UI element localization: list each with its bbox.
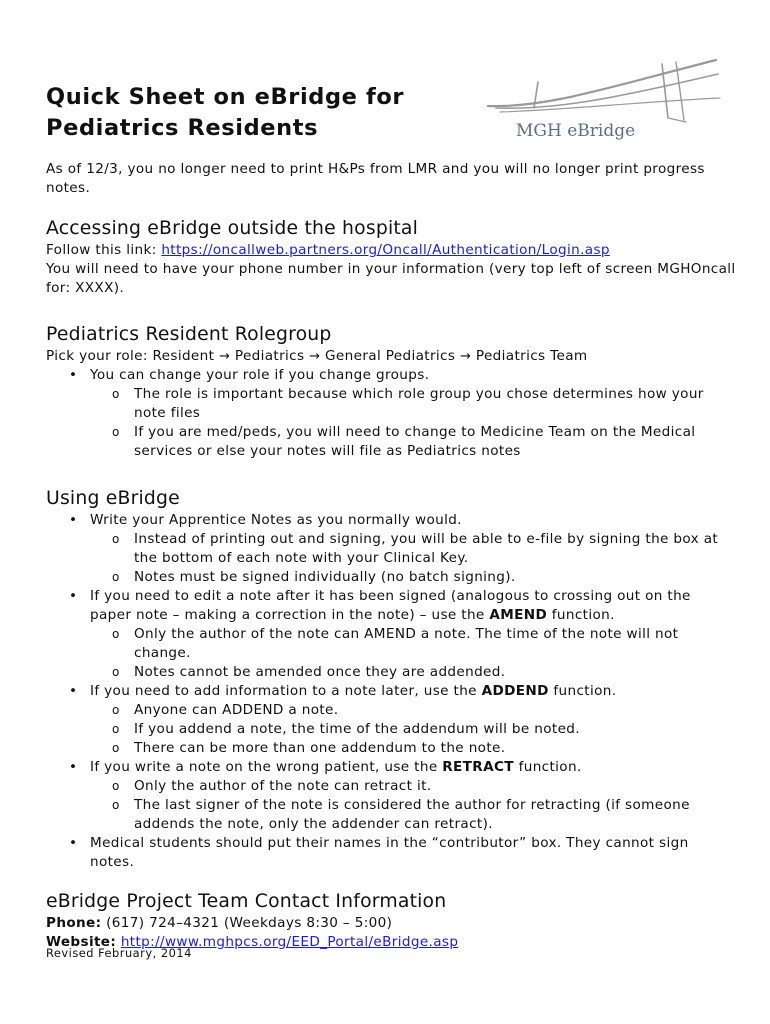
sub-text: Only the author of the note can AMEND a note. The time of the note will not change. (134, 626, 679, 661)
sub-text: Notes cannot be amended once they are addended. (134, 664, 506, 680)
amend-pre: If you need to edit a note after it has been signed (analogous to crossing out on the paper note – making a correction in the note) – use the (90, 588, 691, 623)
sub-bullet-icon: o (112, 798, 120, 812)
sub-text: Anyone can ADDEND a note. (134, 702, 339, 718)
using-bullet-list (46, 511, 736, 872)
sub-text: Only the author of the note can retract it. (134, 778, 432, 794)
sub-bullet-icon: o (112, 741, 120, 755)
section-using-ebridge (46, 487, 736, 872)
bullet-icon: • (69, 588, 78, 604)
retract-post: function. (513, 759, 582, 775)
bullet-icon: • (69, 512, 78, 528)
bullet-icon: • (69, 683, 78, 699)
addend-bullet-text (90, 683, 616, 699)
role-sub-text: If you are med/peds, you will need to change to Medicine Team on the Medical services or else your notes will file as Pediatrics notes (134, 424, 696, 459)
logo-text: MGH eBridge (516, 121, 636, 141)
follow-prefix: Follow this link: (46, 242, 162, 258)
sub-bullet-icon: o (112, 722, 120, 736)
role-bullet-text: You can change your role if you change groups. (90, 367, 430, 383)
section-accessing (46, 217, 736, 298)
role-sub-list (90, 385, 736, 461)
role-step-3: General Pediatrics (325, 348, 456, 364)
sub-text: The last signer of the note is considered the author for retracting (if someone addends the note, only the addender can retract). (134, 797, 690, 832)
arrow-right-icon: → (459, 349, 472, 364)
follow-link-line (46, 241, 736, 260)
list-item (46, 834, 736, 872)
sub-text: If you addend a note, the time of the addendum will be noted. (134, 721, 580, 737)
title-line-2: Pediatrics Residents (46, 115, 319, 141)
retract-bullet-text (90, 759, 582, 775)
sub-bullet-icon: o (112, 627, 120, 641)
using-sub-list (90, 530, 736, 587)
oncall-login-link[interactable]: https://oncallweb.partners.org/Oncall/Authentication/Login.asp (161, 242, 610, 258)
heading-rolegroup: Pediatrics Resident Rolegroup (46, 324, 332, 345)
heading-using: Using eBridge (46, 488, 180, 509)
section-rolegroup (46, 323, 736, 461)
addend-pre: If you need to add information to a note later, use the (90, 683, 482, 699)
mgh-ebridge-logo (486, 58, 722, 148)
sub-bullet-icon: o (112, 665, 120, 679)
page-title (46, 82, 404, 144)
list-item (46, 511, 736, 587)
arrow-right-icon: → (309, 349, 321, 364)
addend-sub-list (90, 701, 736, 758)
list-item (90, 720, 736, 739)
retract-pre: If you write a note on the wrong patient, use the (90, 759, 443, 775)
bullet-icon: • (69, 367, 78, 383)
retract-keyword: RETRACT (442, 759, 514, 775)
sub-bullet-icon: o (112, 425, 120, 439)
phone-value: (617) 724–4321 (Weekdays 8:30 – 5:00) (101, 915, 393, 931)
arrow-right-icon: → (218, 349, 231, 364)
list-item (90, 568, 736, 587)
list-item (90, 739, 736, 758)
role-sub-text: The role is important because which role group you chose determines how your note files (134, 386, 704, 421)
document-body (46, 160, 736, 952)
sub-bullet-icon: o (112, 779, 120, 793)
sub-text: Instead of printing out and signing, you will be able to e-file by signing the box at the bottom of each note with your Clinical Key. (134, 531, 719, 566)
list-item (46, 682, 736, 758)
amend-sub-list (90, 625, 736, 682)
intro-paragraph: As of 12/3, you no longer need to print H&Ps from LMR and you will no longer print progress notes. (46, 161, 705, 196)
website-label: Website: (46, 934, 117, 950)
list-item (46, 366, 736, 461)
list-item (90, 663, 736, 682)
amend-bullet-text (90, 588, 691, 623)
heading-contact: eBridge Project Team Contact Information (46, 891, 447, 912)
role-step-2: Pediatrics (234, 348, 305, 364)
list-item (90, 423, 736, 461)
heading-accessing: Accessing eBridge outside the hospital (46, 218, 419, 239)
amend-keyword: AMEND (489, 607, 548, 623)
list-item (90, 777, 736, 796)
students-bullet-text: Medical students should put their names in the “contributor” box. They cannot sign notes. (90, 835, 689, 870)
sub-bullet-icon: o (112, 570, 120, 584)
title-line-1: Quick Sheet on eBridge for (46, 84, 405, 110)
sub-text: There can be more than one addendum to the note. (134, 740, 506, 756)
role-step-1: Resident (152, 348, 215, 364)
addend-keyword: ADDEND (481, 683, 549, 699)
amend-post: function. (547, 607, 615, 623)
using-bullet-text: Write your Apprentice Notes as you normally would. (90, 512, 462, 528)
sub-bullet-icon: o (112, 532, 120, 546)
revised-date: Revised February, 2014 (46, 946, 192, 960)
bullet-icon: • (69, 835, 78, 851)
role-bullet-list (46, 366, 736, 461)
role-step-4: Pediatrics Team (475, 348, 588, 364)
addend-post: function. (548, 683, 617, 699)
list-item (90, 625, 736, 663)
section-contact (46, 890, 736, 952)
ebridge-portal-link[interactable]: http://www.mghpcs.org/EED_Portal/eBridge.asp (120, 934, 459, 950)
sub-bullet-icon: o (112, 703, 120, 717)
sub-text: Notes must be signed individually (no batch signing). (134, 569, 516, 585)
list-item (90, 701, 736, 720)
list-item (46, 758, 736, 834)
bullet-icon: • (69, 759, 78, 775)
sub-bullet-icon: o (112, 387, 120, 401)
pick-role-line (46, 347, 736, 366)
phone-label: Phone: (46, 915, 102, 931)
list-item (90, 796, 736, 834)
retract-sub-list (90, 777, 736, 834)
list-item (90, 530, 736, 568)
pick-prefix: Pick your role: (46, 348, 153, 364)
phone-number-note: You will need to have your phone number in your information (very top left of screen MGHOncall for: XXXX). (46, 261, 736, 296)
phone-line (46, 914, 736, 933)
list-item (46, 587, 736, 682)
list-item (90, 385, 736, 423)
